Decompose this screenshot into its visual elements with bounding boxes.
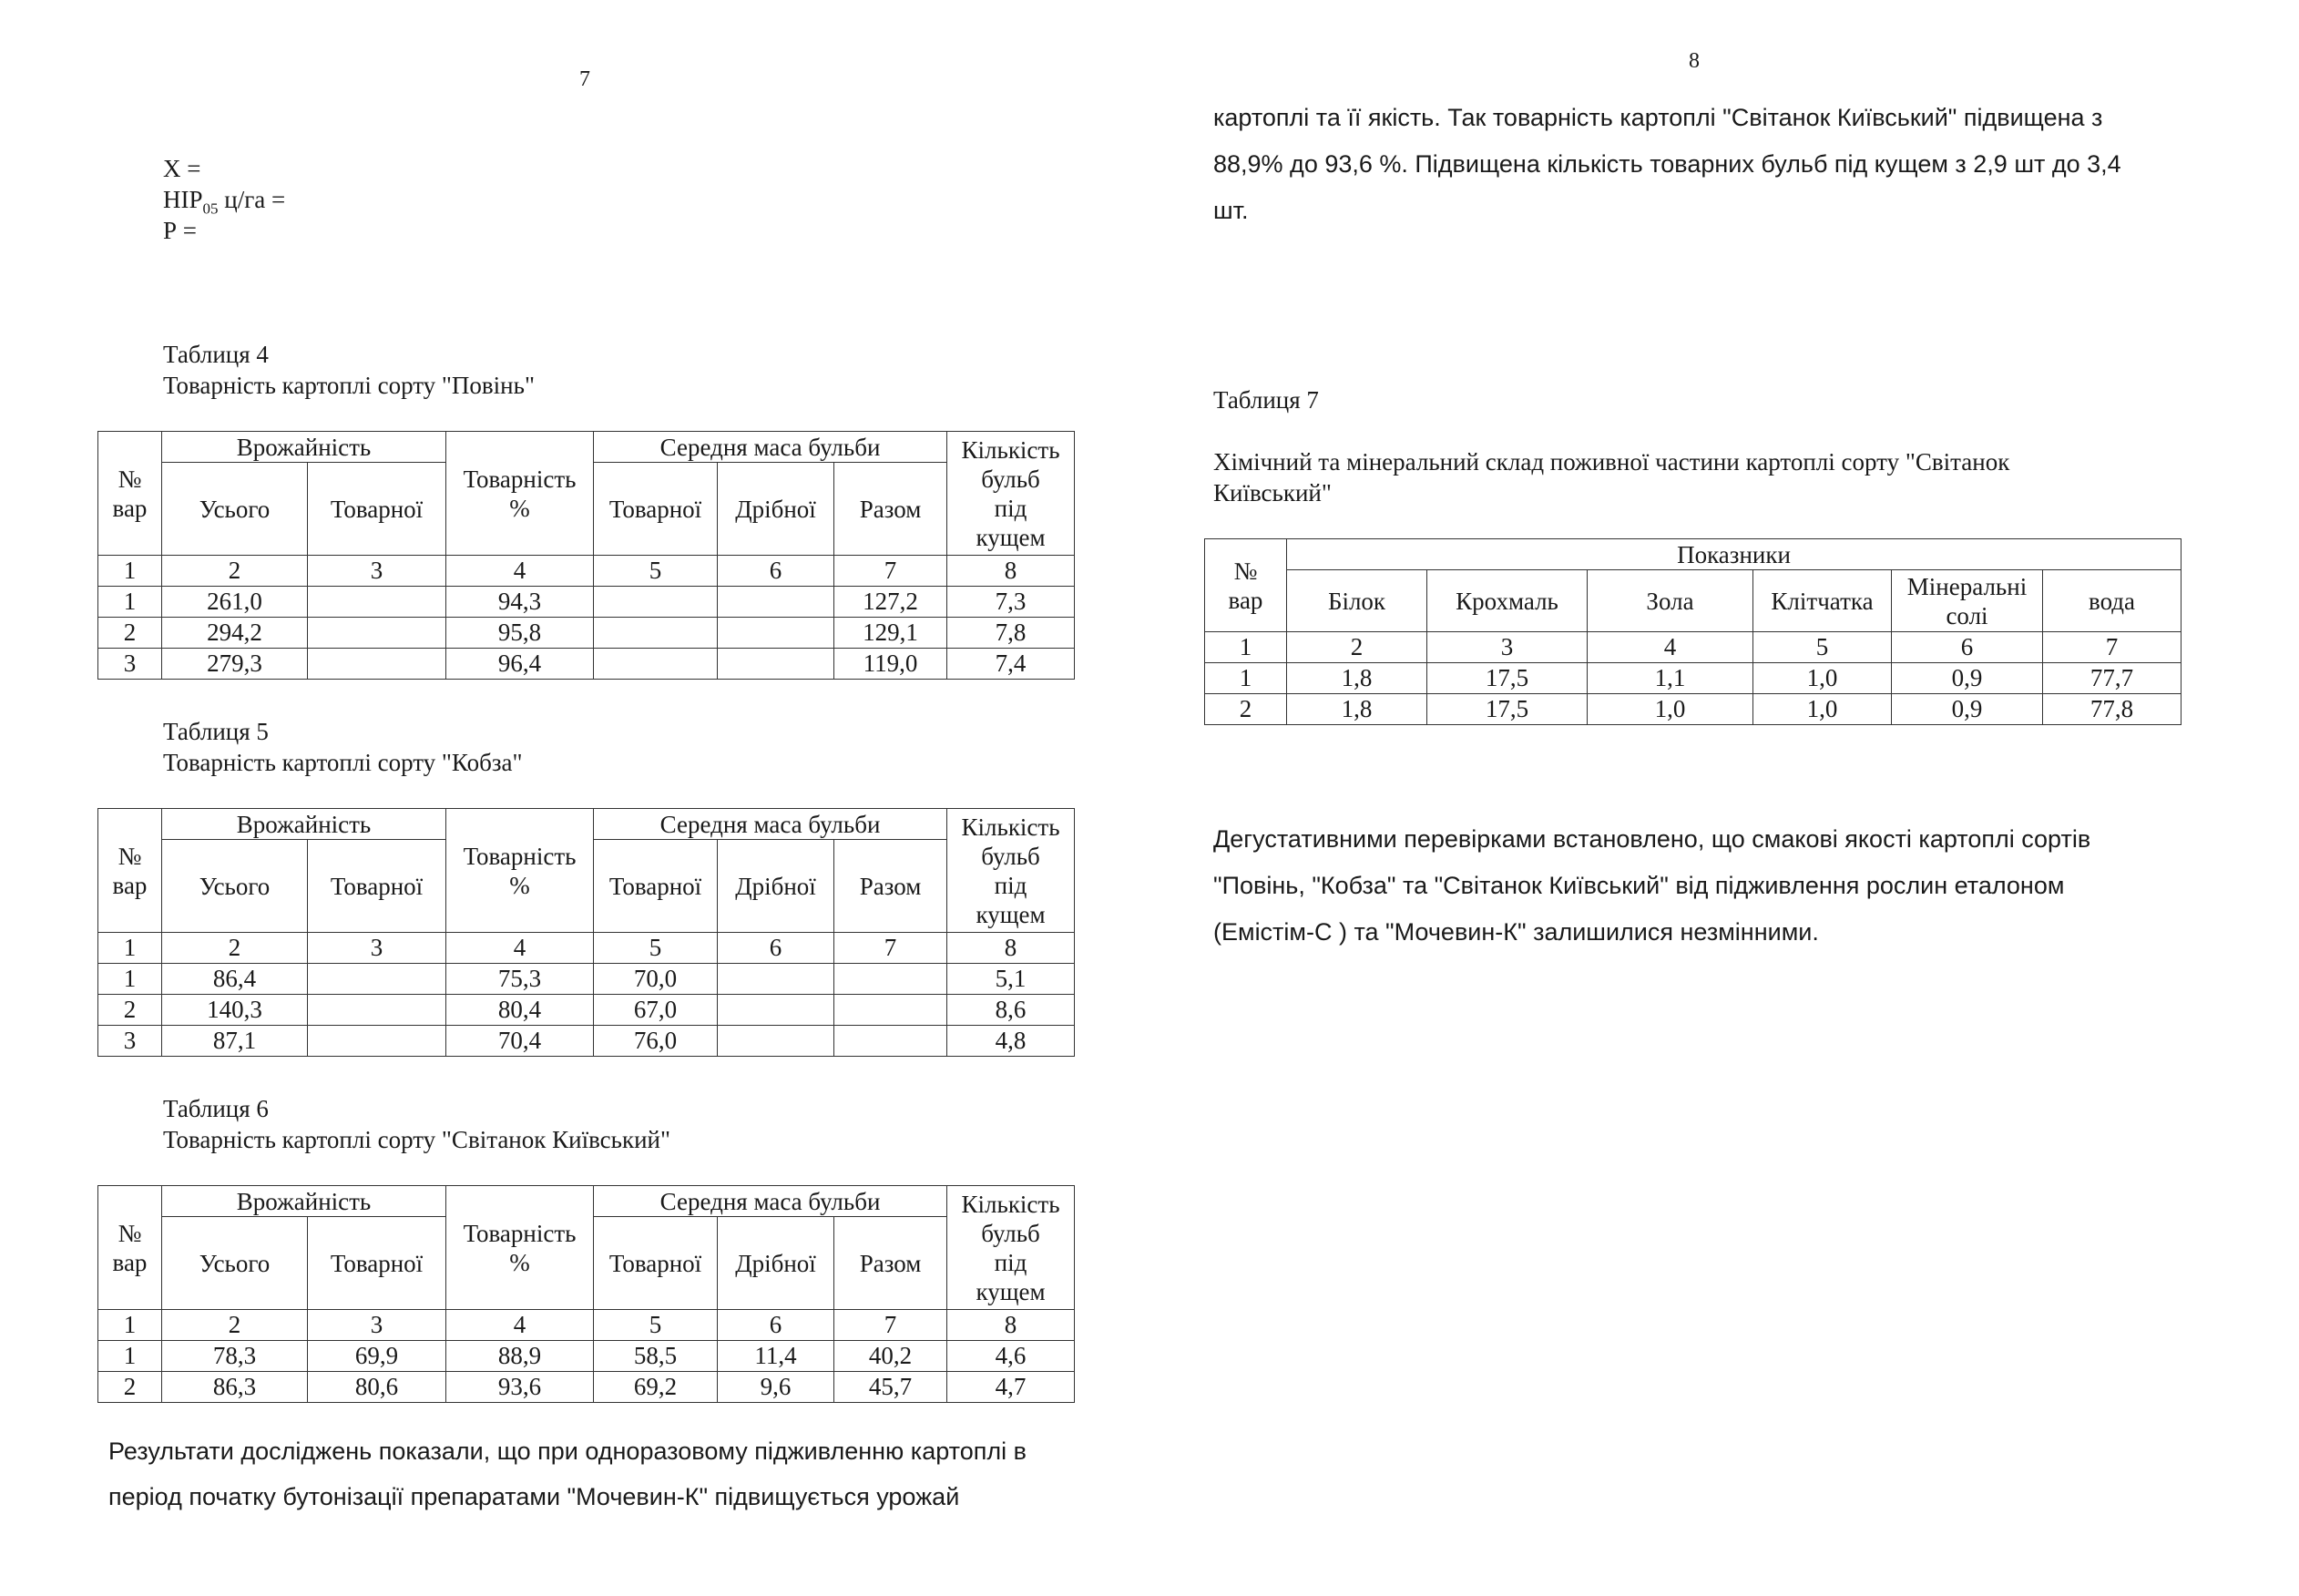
- formula-p: Р =: [163, 217, 197, 244]
- table-cell: 80,4: [446, 995, 594, 1026]
- table-cell: 70,0: [594, 964, 718, 995]
- table5-title: Товарність картоплі сорту "Кобза": [163, 749, 523, 776]
- table4: [97, 431, 1075, 680]
- table-cell: 8: [947, 1310, 1075, 1341]
- table-cell: 1,8: [1287, 663, 1427, 694]
- table-cell: 96,4: [446, 649, 594, 680]
- column-number-row: [98, 933, 1075, 964]
- table-cell: [834, 995, 947, 1026]
- table5-label: Таблиця 5: [163, 718, 269, 745]
- table-cell: 1: [98, 587, 162, 618]
- table-cell: 69,9: [308, 1341, 446, 1372]
- table-cell: 7: [834, 556, 947, 587]
- table-cell: 76,0: [594, 1026, 718, 1057]
- table-cell: 7: [834, 933, 947, 964]
- table-cell: 4: [446, 933, 594, 964]
- table-row: [1205, 694, 2181, 725]
- taste-line-3: (Емістім-С ) та "Мочевин-К" залишилися незмінними.: [1213, 918, 1819, 946]
- table-cell: 3: [308, 556, 446, 587]
- header-avg-mass: Середня маса бульби: [594, 432, 947, 463]
- table-cell: 4: [446, 556, 594, 587]
- table-cell: 77,8: [2043, 694, 2181, 725]
- conclusion-line-2: період початку бутонізації препаратами "Мочевин-К" підвищується урожай: [108, 1483, 960, 1510]
- header-no-var: № вар: [98, 809, 162, 933]
- header-avg-mass: Середня маса бульби: [594, 1186, 947, 1217]
- column-number-row: [1205, 632, 2181, 663]
- table-cell: 1: [98, 964, 162, 995]
- table-row: [98, 1026, 1075, 1057]
- header-starch: Крохмаль: [1427, 570, 1588, 632]
- header-yield: Врожайність: [162, 809, 446, 840]
- table-cell: 86,3: [162, 1372, 308, 1403]
- header-total: Усього: [162, 840, 308, 933]
- table6-label: Таблиця 6: [163, 1095, 269, 1122]
- table5: [97, 808, 1075, 1057]
- formula-hir: $НІР_{05}$ ц/га =: [163, 186, 286, 218]
- table-cell: [594, 587, 718, 618]
- table-cell: 7: [834, 1310, 947, 1341]
- header-protein: Білок: [1287, 570, 1427, 632]
- header-indicators: Показники: [1287, 539, 2181, 570]
- header-mass-small: Дрібної: [718, 1217, 834, 1310]
- table-cell: 1,0: [1753, 663, 1892, 694]
- table-cell: 6: [718, 556, 834, 587]
- table-cell: 2: [98, 1372, 162, 1403]
- table-cell: [308, 1026, 446, 1057]
- table-cell: [308, 964, 446, 995]
- header-mass-marketable: Товарної: [594, 840, 718, 933]
- taste-line-2: "Повінь, "Кобза" та "Світанок Київський" від підживлення рослин еталоном: [1213, 872, 2065, 899]
- header-mass-small: Дрібної: [718, 463, 834, 556]
- table-cell: [718, 649, 834, 680]
- table-cell: 3: [308, 1310, 446, 1341]
- table-cell: [718, 1026, 834, 1057]
- intro-line-1: картоплі та її якість. Так товарність картоплі "Світанок Київський" підвищена з: [1213, 104, 2103, 131]
- table7-label: Таблиця 7: [1213, 386, 1319, 414]
- table-cell: 78,3: [162, 1341, 308, 1372]
- table-cell: 2: [1205, 694, 1287, 725]
- table-cell: [718, 995, 834, 1026]
- table-cell: 3: [98, 649, 162, 680]
- table-cell: 119,0: [834, 649, 947, 680]
- table-cell: 127,2: [834, 587, 947, 618]
- table-cell: [718, 618, 834, 649]
- header-total: Усього: [162, 1217, 308, 1310]
- table-cell: 1: [98, 1341, 162, 1372]
- table-cell: 77,7: [2043, 663, 2181, 694]
- table-row: [98, 1341, 1075, 1372]
- table-cell: 2: [98, 618, 162, 649]
- header-total: Усього: [162, 463, 308, 556]
- table7-title-line-2: Київський": [1213, 479, 1332, 506]
- table4-title: Товарність картоплі сорту "Повінь": [163, 372, 535, 399]
- table-cell: [718, 587, 834, 618]
- table-row: [98, 587, 1075, 618]
- table-cell: 4: [446, 1310, 594, 1341]
- header-marketable: Товарної: [308, 840, 446, 933]
- table-cell: 129,1: [834, 618, 947, 649]
- right-page: [1150, 0, 2299, 1596]
- table-cell: 5: [594, 1310, 718, 1341]
- table-row: [98, 649, 1075, 680]
- table-cell: 8: [947, 556, 1075, 587]
- table-cell: 4,6: [947, 1341, 1075, 1372]
- table-cell: 70,4: [446, 1026, 594, 1057]
- table-cell: 75,3: [446, 964, 594, 995]
- table-cell: 2: [162, 556, 308, 587]
- table-cell: 8: [947, 933, 1075, 964]
- header-mass-total: Разом: [834, 463, 947, 556]
- page-number: 7: [579, 67, 590, 91]
- table6-title: Товарність картоплі сорту "Світанок Київський": [163, 1126, 671, 1153]
- table-cell: 4,7: [947, 1372, 1075, 1403]
- table6: [97, 1185, 1075, 1403]
- table-cell: 17,5: [1427, 694, 1588, 725]
- table-row: [98, 618, 1075, 649]
- table-cell: 261,0: [162, 587, 308, 618]
- header-yield: Врожайність: [162, 1186, 446, 1217]
- table-cell: 88,9: [446, 1341, 594, 1372]
- table-cell: 2: [1287, 632, 1427, 663]
- header-marketable: Товарної: [308, 1217, 446, 1310]
- taste-line-1: Дегустативними перевірками встановлено, що смакові якості картоплі сортів: [1213, 825, 2091, 853]
- table-cell: 87,1: [162, 1026, 308, 1057]
- table-cell: 80,6: [308, 1372, 446, 1403]
- intro-line-3: шт.: [1213, 197, 1249, 224]
- table-cell: [594, 649, 718, 680]
- table-cell: [308, 618, 446, 649]
- table-cell: 2: [98, 995, 162, 1026]
- table-cell: 95,8: [446, 618, 594, 649]
- table-cell: 3: [1427, 632, 1588, 663]
- column-number-row: [98, 556, 1075, 587]
- header-water: вода: [2043, 570, 2181, 632]
- table-cell: [308, 587, 446, 618]
- table-cell: 1: [98, 1310, 162, 1341]
- table-cell: 7: [2043, 632, 2181, 663]
- header-marketability: Товарність %: [446, 432, 594, 556]
- table-cell: 11,4: [718, 1341, 834, 1372]
- table-cell: [308, 649, 446, 680]
- table-cell: 5: [594, 556, 718, 587]
- table-cell: 7,4: [947, 649, 1075, 680]
- table-cell: 0,9: [1892, 694, 2043, 725]
- header-mass-total: Разом: [834, 840, 947, 933]
- header-ash: Зола: [1588, 570, 1753, 632]
- table-cell: 5,1: [947, 964, 1075, 995]
- header-mass-small: Дрібної: [718, 840, 834, 933]
- table-cell: 58,5: [594, 1341, 718, 1372]
- header-tuber-count: Кількість бульб під кущем: [947, 809, 1075, 933]
- header-mass-marketable: Товарної: [594, 1217, 718, 1310]
- header-marketability: Товарність %: [446, 809, 594, 933]
- header-no-var: № вар: [98, 432, 162, 556]
- table-cell: 6: [718, 1310, 834, 1341]
- table-cell: 94,3: [446, 587, 594, 618]
- table-cell: 6: [1892, 632, 2043, 663]
- table-cell: 1,8: [1287, 694, 1427, 725]
- header-no-var: № вар: [98, 1186, 162, 1310]
- table7-title-line-1: Хімічний та мінеральний склад поживної частини картоплі сорту "Світанок: [1213, 448, 2010, 476]
- table-row: [98, 1372, 1075, 1403]
- header-marketability: Товарність %: [446, 1186, 594, 1310]
- table-cell: 40,2: [834, 1341, 947, 1372]
- table-cell: 1: [98, 556, 162, 587]
- header-fiber: Клітчатка: [1753, 570, 1892, 632]
- table-cell: 1,0: [1753, 694, 1892, 725]
- table-cell: 4: [1588, 632, 1753, 663]
- table7: [1204, 538, 2181, 725]
- table-cell: 0,9: [1892, 663, 2043, 694]
- formula-x: X =: [163, 155, 201, 182]
- table-cell: 93,6: [446, 1372, 594, 1403]
- table-cell: 86,4: [162, 964, 308, 995]
- table-row: [1205, 663, 2181, 694]
- header-tuber-count: Кількість бульб під кущем: [947, 1186, 1075, 1310]
- table-cell: 5: [594, 933, 718, 964]
- table-cell: 2: [162, 1310, 308, 1341]
- table-cell: 67,0: [594, 995, 718, 1026]
- table-cell: [594, 618, 718, 649]
- table-cell: [718, 964, 834, 995]
- table-row: [98, 964, 1075, 995]
- intro-line-2: 88,9% до 93,6 %. Підвищена кількість товарних бульб під кущем з 2,9 шт до 3,4: [1213, 150, 2121, 178]
- table-row: [98, 995, 1075, 1026]
- table-cell: 1,1: [1588, 663, 1753, 694]
- header-marketable: Товарної: [308, 463, 446, 556]
- header-no-var: № вар: [1205, 539, 1287, 632]
- table-cell: 17,5: [1427, 663, 1588, 694]
- column-number-row: [98, 1310, 1075, 1341]
- table-cell: 279,3: [162, 649, 308, 680]
- table-cell: 140,3: [162, 995, 308, 1026]
- table-cell: 294,2: [162, 618, 308, 649]
- table-cell: 7,3: [947, 587, 1075, 618]
- table-cell: 4,8: [947, 1026, 1075, 1057]
- table4-label: Таблиця 4: [163, 341, 269, 368]
- table-cell: 1,0: [1588, 694, 1753, 725]
- table-cell: 7,8: [947, 618, 1075, 649]
- header-tuber-count: Кількість бульб під кущем: [947, 432, 1075, 556]
- header-yield: Врожайність: [162, 432, 446, 463]
- table-cell: 1: [1205, 663, 1287, 694]
- table-cell: 3: [308, 933, 446, 964]
- table-cell: 1: [1205, 632, 1287, 663]
- table-cell: 45,7: [834, 1372, 947, 1403]
- table-cell: 2: [162, 933, 308, 964]
- header-mass-total: Разом: [834, 1217, 947, 1310]
- table-cell: 1: [98, 933, 162, 964]
- table-cell: 6: [718, 933, 834, 964]
- table-cell: [308, 995, 446, 1026]
- table-cell: 5: [1753, 632, 1892, 663]
- table-cell: [834, 1026, 947, 1057]
- table-cell: 8,6: [947, 995, 1075, 1026]
- table-cell: 3: [98, 1026, 162, 1057]
- table-cell: 9,6: [718, 1372, 834, 1403]
- table-cell: 69,2: [594, 1372, 718, 1403]
- header-avg-mass: Середня маса бульби: [594, 809, 947, 840]
- table-cell: [834, 964, 947, 995]
- header-mineral-salts: Мінеральні солі: [1892, 570, 2043, 632]
- conclusion-line-1: Результати досліджень показали, що при одноразовому підживленню картоплі в: [108, 1437, 1027, 1465]
- header-mass-marketable: Товарної: [594, 463, 718, 556]
- page-number: 8: [1689, 49, 1700, 73]
